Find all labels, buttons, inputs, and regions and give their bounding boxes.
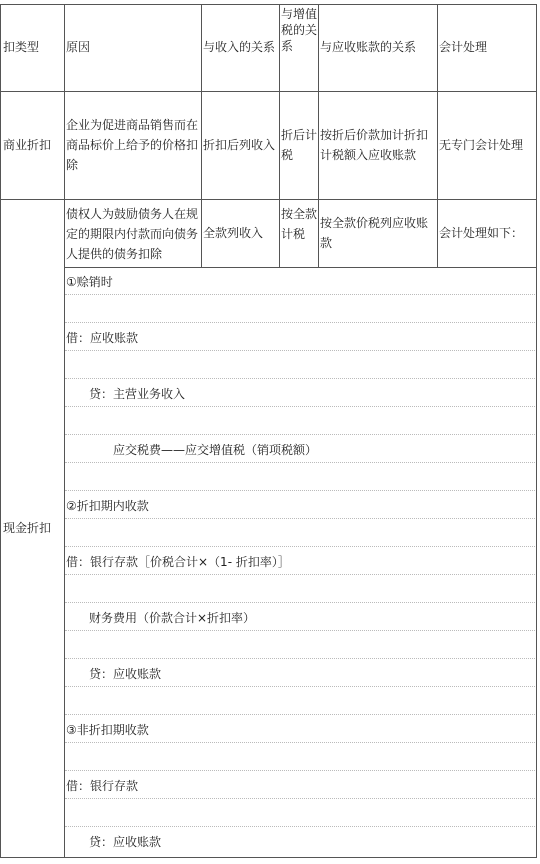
commercial-vat: 折后计税 (281, 128, 318, 162)
table-border-top (0, 4, 537, 5)
cash-accounting-label: 会计处理如下： (439, 226, 524, 240)
rule-line (65, 378, 535, 379)
rule-line (65, 322, 535, 323)
column-divider (201, 4, 202, 267)
table-border-left (0, 4, 1, 857)
cash-vat: 按全款计税 (281, 207, 318, 241)
cash-income: 全款列收入 (203, 226, 264, 240)
rule-line (65, 294, 535, 295)
rule-line (65, 770, 535, 771)
commercial-income: 折扣后列收入 (203, 138, 276, 152)
rule-line (65, 574, 535, 575)
table-border-bottom (0, 857, 537, 858)
entry-debit-bank-discounted: 借：银行存款［价税合计×（1- 折扣率）］ (66, 555, 290, 569)
cash-reason: 债权人为鼓励债务人在规定的期限内付款而向债务人提供的债务扣除 (66, 207, 199, 261)
header-reason: 原因 (66, 40, 91, 54)
rule-line (65, 714, 535, 715)
entry-credit-output-vat: 应交税费——应交增值税（销项税额） (113, 443, 318, 457)
header-accounting: 会计处理 (439, 40, 488, 54)
rule-line (65, 546, 535, 547)
entry-credit-receivable: 贷：应收账款 (89, 667, 162, 681)
rule-line (65, 630, 535, 631)
column-divider (279, 4, 280, 267)
rule-line (65, 798, 535, 799)
commercial-type: 商业折扣 (3, 138, 52, 152)
column-divider (437, 4, 438, 267)
entry-debit-receivable: 借：应收账款 (66, 331, 139, 345)
entry-credit-sale-heading: ①赊销时 (66, 275, 113, 289)
cash-receivable: 按全款价税列应收账款 (320, 216, 429, 250)
row-divider (0, 199, 537, 200)
entry-credit-revenue: 贷：主营业务收入 (89, 387, 186, 401)
entry-credit-receivable: 贷：应收账款 (89, 835, 162, 849)
cash-type: 现金折扣 (3, 521, 52, 535)
rule-line (65, 602, 535, 603)
row-divider (64, 267, 537, 268)
rule-line (65, 462, 535, 463)
entry-within-period-heading: ②折扣期内收款 (66, 499, 149, 513)
table-border-right (536, 4, 537, 857)
header-receivable: 与应收账款的关系 (320, 40, 417, 54)
header-type: 扣类型 (3, 40, 40, 54)
rule-line (65, 518, 535, 519)
rule-line (65, 490, 535, 491)
commercial-receivable: 按折后价款加计折扣计税额入应收账款 (320, 128, 429, 162)
column-divider (64, 4, 65, 857)
commercial-accounting: 无专门会计处理 (439, 138, 524, 152)
rule-line (65, 406, 535, 407)
rule-line (65, 686, 535, 687)
entry-debit-finance-expense: 财务费用（价款合计×折扣率） (89, 611, 256, 625)
rule-line (65, 826, 535, 827)
entry-debit-bank: 借：银行存款 (66, 779, 139, 793)
entry-outside-period-heading: ③非折扣期收款 (66, 723, 149, 737)
commercial-reason: 企业为促进商品销售而在商品标价上给予的价格扣除 (66, 118, 199, 172)
header-vat: 与增值税的关系 (281, 7, 318, 53)
rule-line (65, 434, 535, 435)
rule-line (65, 742, 535, 743)
row-divider (0, 91, 537, 92)
rule-line (65, 658, 535, 659)
column-divider (318, 4, 319, 267)
rule-line (65, 350, 535, 351)
header-income: 与收入的关系 (203, 40, 276, 54)
